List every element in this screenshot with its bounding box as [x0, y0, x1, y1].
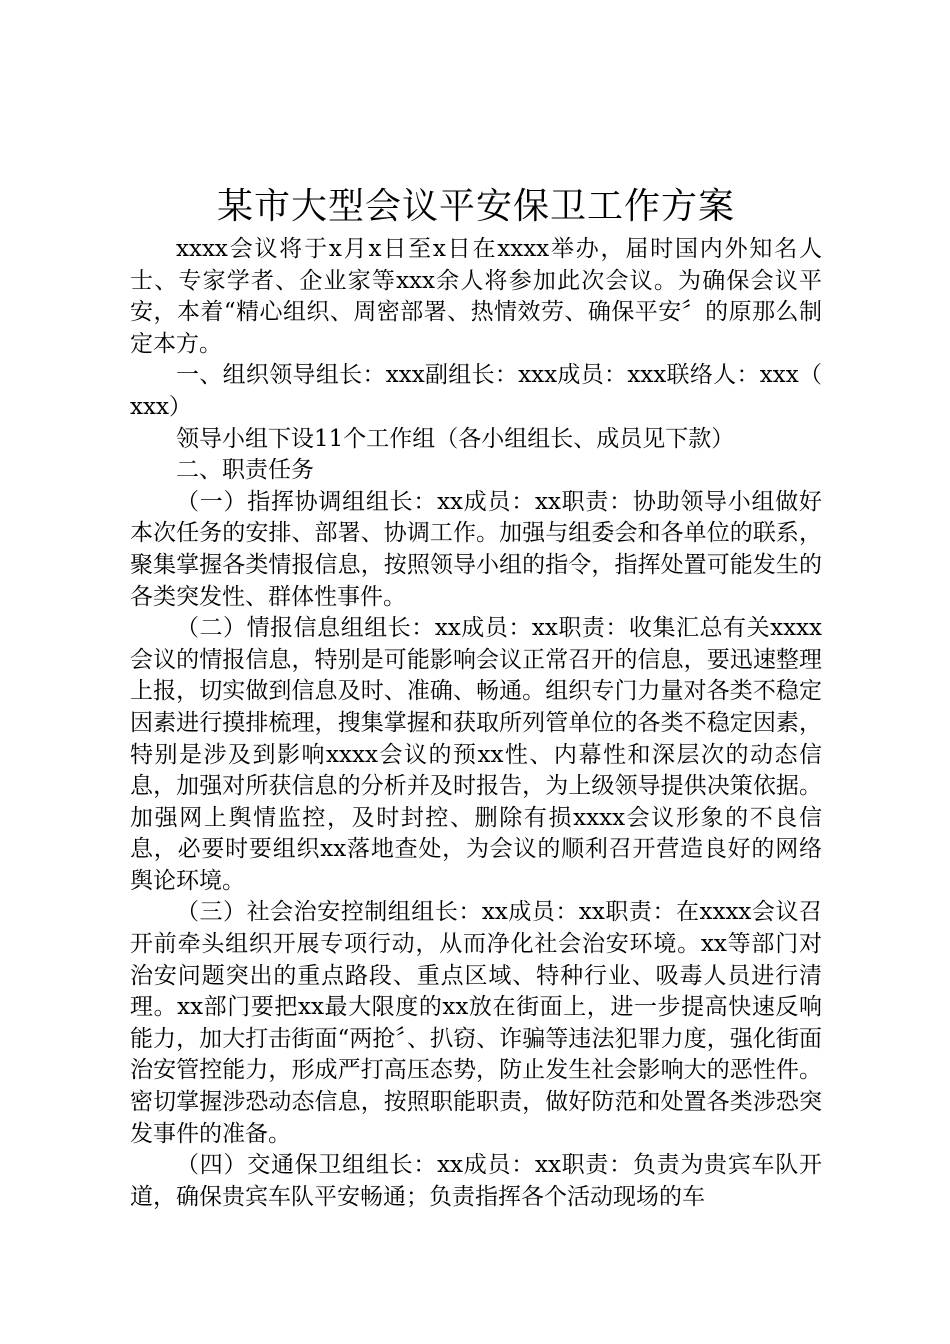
document-page: [130, 180, 845, 1213]
paragraph-intro: xxxx会议将于x月x日至x日在xxxx举办，届时国内外知名人士、专家学者、企业家等xxx余人将参加此次会议。为确保会议平安，本着“精心组织、周密部署、热情效劳、确保平安〞的原那么制定本方。: [130, 236, 822, 357]
paragraph-public-security-group: （三）社会治安控制组组长：xx成员：xx职责：在xxxx会议召开前牵头组织开展专项行动，从而净化社会治安环境。xx等部门对治安问题突出的重点路段、重点区域、特种行业、吸毒人员进行清理。xx部门要把xx最大限度的xx放在街面上，进一步提高快速反响能力，加大打击街面“两抢〞、扒窃、诈骗等违法犯罪力度，强化街面治安管控能力，形成严打高压态势，防止发生社会影响大的恶性件。密切掌握涉恐动态信息，按照职能职责，做好防范和处置各类涉恐突发事件的准备。: [130, 899, 822, 1147]
paragraph-command-group: （一）指挥协调组组长：xx成员：xx职责：协助领导小组做好本次任务的安排、部署、协调工作。加强与组委会和各单位的联系，聚集掌握各类情报信息，按照领导小组的指令，指挥处置可能发生的各类突发性、群体性事件。: [130, 488, 822, 610]
document-title: 某市大型会议平安保卫工作方案: [216, 186, 735, 227]
paragraph-working-groups: 领导小组下设11个工作组（各小组组长、成员见下款）: [176, 425, 735, 452]
paragraph-leadership: 一、组织领导组长：xxx副组长：xxx成员：xxx联络人：xxx（ xxx）: [130, 362, 845, 420]
section-heading-duties: 二、职责任务: [176, 457, 314, 484]
paragraph-intelligence-group: （二）情报信息组组长：xx成员：xx职责：收集汇总有关xxxx会议的情报信息，特别是可能影响会议正常召开的信息，要迅速整理上报，切实做到信息及时、准确、畅通。组织专门力量对各类不稳定因素进行摸排梳理，搜集掌握和获取所列管单位的各类不稳定因素，特别是涉及到影响xxxx会议的预xx性、内幕性和深层次的动态信息，加强对所获信息的分析并及时报告，为上级领导提供决策依据。加强网上舆情监控，及时封控、删除有损xxxx会议形象的不良信息，必要时要组织xx落地查处，为会议的顺利召开营造良好的网络舆论环境。: [130, 615, 822, 894]
paragraph-traffic-group: （四）交通保卫组组长：xx成员：xx职责：负责为贵宾车队开道，确保贵宾车队平安畅通；负责指挥各个活动现场的车: [130, 1152, 822, 1210]
